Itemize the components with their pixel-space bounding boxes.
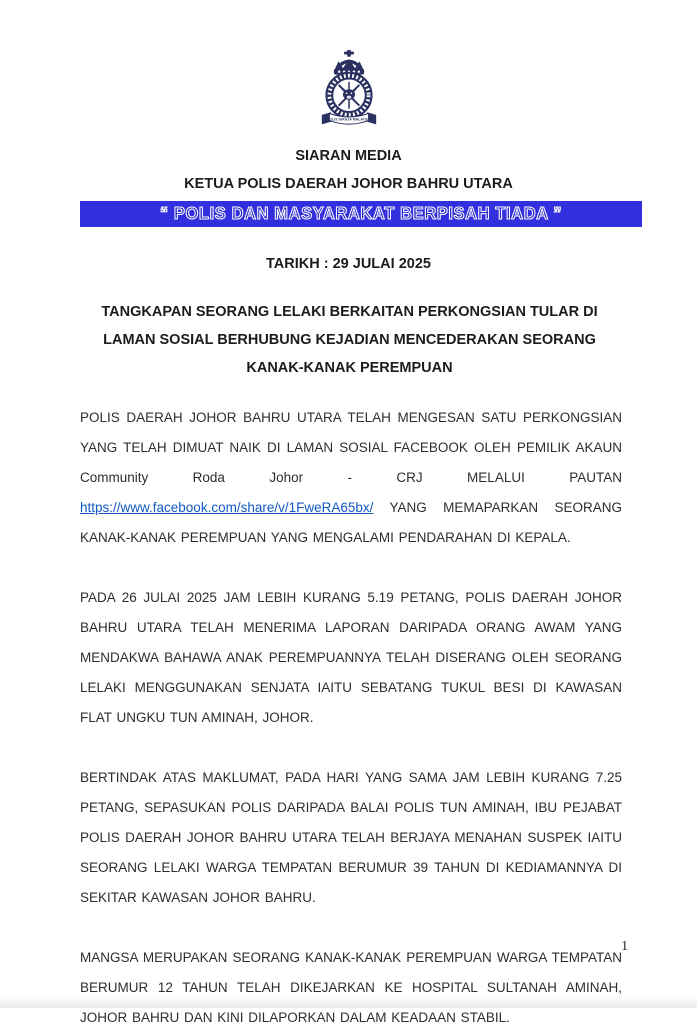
motto-banner xyxy=(80,201,642,227)
press-release-title: TANGKAPAN SEORANG LELAKI BERKAITAN PERKONGSIAN TULAR DI LAMAN SOSIAL BERHUBUNG KEJADIAN MENCEDERAKAN SEORANG KANAK-KANAK PEREMPUAN xyxy=(101,304,598,376)
motto-banner-text: “ POLIS DAN MASYARAKAT BERPISAH TIADA ” xyxy=(159,204,563,223)
paragraph-1 xyxy=(80,403,622,553)
date-line: TARIKH : 29 JULAI 2025 xyxy=(266,256,431,272)
paragraph-2: PADA 26 JULAI 2025 JAM LEBIH KURANG 5.19 PETANG, POLIS DAERAH JOHOR BAHRU UTARA TELAH MENERIMA LAPORAN DARIPADA ORANG AWAM YANG MENDAKWA BAHAWA ANAK PEREMPUANNYA TELAH DISERANG OLEH SEORANG LELAKI MENGGUNAKAN SENJATA IAITU SEBATANG TUKUL BESI DI KAWASAN FLAT UNGKU TUN AMINAH, JOHOR. xyxy=(80,590,622,725)
page-edge-shadow xyxy=(0,996,697,1008)
facebook-share-link[interactable]: https://www.facebook.com/share/v/1FweRA65bx/ xyxy=(80,500,374,515)
paragraph-1-text-after-link: YANG MEMAPARKAN SEORANG KANAK-KANAK PEREMPUAN YANG MENGALAMI PENDARAHAN DI KEPALA. xyxy=(80,500,622,545)
header-siaran-media: SIARAN MEDIA xyxy=(295,148,402,164)
header-issuer: KETUA POLIS DAERAH JOHOR BAHRU UTARA xyxy=(184,176,513,192)
body-text xyxy=(80,403,622,1033)
crest-scroll-text: POLIS DIRAJA MALAYSIA xyxy=(326,117,371,122)
pdrm-crest-logo xyxy=(0,0,697,130)
paragraph-1-text-before-link: POLIS DAERAH JOHOR BAHRU UTARA TELAH MENGESAN SATU PERKONGSIAN YANG TELAH DIMUAT NAIK DI LAMAN SOSIAL FACEBOOK OLEH PEMILIK AKAUN Community Roda Johor - CRJ MELALUI PAUTAN xyxy=(80,410,622,485)
page-number: 1 xyxy=(621,938,628,953)
paragraph-3: BERTINDAK ATAS MAKLUMAT, PADA HARI YANG SAMA JAM LEBIH KURANG 7.25 PETANG, SEPASUKAN POLIS DARIPADA BALAI POLIS TUN AMINAH, IBU PEJABAT POLIS DAERAH JOHOR BAHRU UTARA TELAH BERJAYA MENAHAN SUSPEK IAITU SEORANG LELAKI WARGA TEMPATAN BERUMUR 39 TAHUN DI KEDIAMANNYA DI SEKITAR KAWASAN JOHOR BAHRU. xyxy=(80,770,622,905)
police-crest-icon xyxy=(311,50,387,130)
paragraph-4: MANGSA MERUPAKAN SEORANG KANAK-KANAK PEREMPUAN WARGA TEMPATAN BERUMUR 12 TAHUN TELAH DIKEJARKAN KE HOSPITAL SULTANAH AMINAH, JOHOR BAHRU DAN KINI DILAPORKAN DALAM KEADAAN STABIL. xyxy=(80,950,622,1025)
